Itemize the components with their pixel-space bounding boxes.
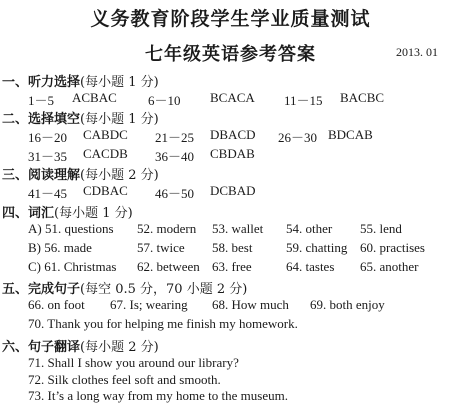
section-score-note: (每空 0.5 分，70 小题 2 分) [80, 282, 248, 297]
vocab-answer: 65. another [360, 259, 419, 274]
section-score-note: (每小题 1 分) [80, 112, 159, 127]
answer-range: 36－40 [155, 149, 195, 164]
answer-range: 1－5 [28, 93, 55, 108]
answer-letters: CABDC [83, 127, 128, 142]
date-label: 2013. 01 [396, 45, 438, 59]
answer-letters: CACDB [83, 146, 128, 161]
section-heading-text: 三、阅读理解 [2, 168, 81, 183]
page-title: 义务教育阶段学生学业质量测试 [90, 8, 371, 30]
vocab-answer: 53. wallet [212, 221, 264, 236]
answer-range: 31－35 [28, 149, 68, 164]
answer-range: 41－45 [28, 186, 68, 201]
section-score-note: (每小题 2 分) [80, 340, 159, 355]
translation-answer: 72. Silk clothes feel soft and smooth. [28, 372, 221, 387]
section-heading-reading [2, 164, 159, 183]
vocab-answer: 57. twice [137, 240, 185, 255]
section-score-note: (每小题 1 分) [80, 75, 159, 90]
completion-answer: 69. both enjoy [310, 297, 385, 312]
vocab-answer: B) 56. made [28, 240, 92, 255]
answer-letters: CBDAB [210, 146, 255, 161]
section-heading-vocabulary [2, 202, 133, 221]
vocab-answer: 54. other [286, 221, 333, 236]
section-heading-multiple-choice [2, 108, 159, 127]
vocab-answer: 64. tastes [286, 259, 335, 274]
page-subtitle: 七年级英语参考答案 [145, 44, 316, 65]
answer-range: 11－15 [284, 93, 323, 108]
answer-letters: BCACA [210, 90, 255, 105]
section-heading-text: 一、听力选择 [2, 75, 81, 90]
section-heading-text: 四、词汇 [2, 206, 55, 221]
section-heading-text: 二、选择填空 [2, 112, 81, 127]
section-heading-text: 五、完成句子 [2, 282, 81, 297]
vocab-answer: 62. between [137, 259, 200, 274]
answer-letters: BDCAB [328, 127, 373, 142]
vocab-answer: 59. chatting [286, 240, 348, 255]
answer-range: 16－20 [28, 130, 68, 145]
section-heading-sentence-completion [2, 278, 247, 297]
translation-answer: 73. It’s a long way from my home to the museum. [28, 388, 288, 403]
answer-letters: BACBC [340, 90, 385, 105]
section-score-note: (每小题 2 分) [80, 168, 159, 183]
completion-answer: 66. on foot [28, 297, 85, 312]
answer-range: 26－30 [278, 130, 318, 145]
answer-range: 6－10 [148, 93, 181, 108]
completion-answer: 67. Is; wearing [110, 297, 188, 312]
vocab-answer: 52. modern [137, 221, 197, 236]
vocab-answer: 60. practises [360, 240, 425, 255]
vocab-answer: 55. lend [360, 221, 402, 236]
answer-letters: ACBAC [72, 90, 117, 105]
vocab-answer: A) 51. questions [28, 221, 114, 236]
section-heading-listening [2, 71, 159, 90]
answer-range: 21－25 [155, 130, 195, 145]
completion-answer: 70. Thank you for helping me finish my homework. [28, 316, 298, 331]
vocab-answer: C) 61. Christmas [28, 259, 117, 274]
vocab-answer: 58. best [212, 240, 253, 255]
answer-range: 46－50 [155, 186, 195, 201]
answer-letters: DBACD [210, 127, 256, 142]
answer-letters: DCBAD [210, 183, 256, 198]
completion-answer: 68. How much [212, 297, 289, 312]
answer-letters: CDBAC [83, 183, 128, 198]
section-heading-translation [2, 336, 159, 355]
translation-answer: 71. Shall I show you around our library? [28, 355, 239, 370]
vocab-answer: 63. free [212, 259, 252, 274]
section-heading-text: 六、句子翻译 [2, 340, 81, 355]
section-score-note: (每小题 1 分) [54, 206, 133, 221]
